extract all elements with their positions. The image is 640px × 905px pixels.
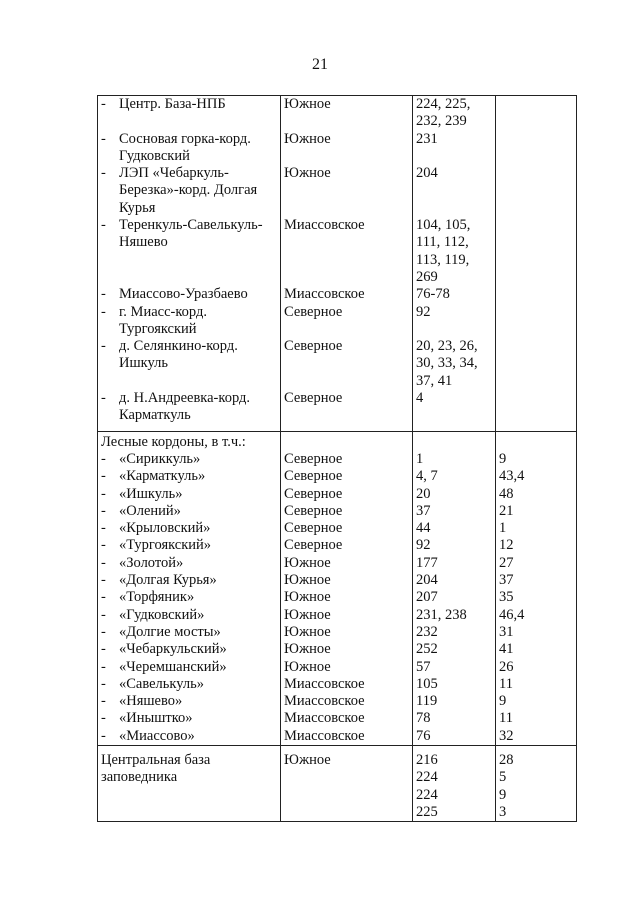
extra-line: 28 — [499, 751, 514, 768]
quarter-line: 104, 105, — [416, 217, 471, 234]
cordon-name: «Тургоякский» — [119, 537, 212, 554]
district-cell: Южное — [281, 659, 413, 676]
route-name: Ишкуль — [119, 355, 168, 372]
quarter-line: 92 — [416, 303, 431, 320]
quarter-cell: 252 — [413, 641, 496, 658]
quarter-line: 76-78 — [416, 286, 450, 303]
table-row — [98, 486, 577, 503]
cordon-name: «Черемшанский» — [119, 658, 227, 675]
extra-cell: 48 — [496, 486, 577, 503]
quarter-cell: 92 — [413, 537, 496, 554]
extra-cell — [496, 165, 577, 217]
cordon-name: «Торфяник» — [119, 589, 195, 606]
district-cell: Миассовское — [281, 693, 413, 710]
district-cell: Северное — [281, 503, 413, 520]
cordon-name: «Иныштко» — [119, 710, 193, 727]
row-dash: - — [101, 675, 106, 692]
district-cell: Южное — [281, 624, 413, 641]
section-routes — [98, 96, 577, 432]
page-number: 21 — [312, 56, 328, 73]
quarter-cell: 4, 7 — [413, 468, 496, 485]
route-name-line — [101, 373, 277, 390]
table-row — [98, 624, 577, 641]
route-name: Карматкуль — [119, 407, 191, 424]
route-name-cell — [98, 338, 281, 390]
route-name-line — [101, 113, 277, 130]
table-row — [98, 607, 577, 624]
cordon-name: «Чебаркульский» — [119, 641, 227, 658]
quarter-cell: 119 — [413, 693, 496, 710]
table-row — [98, 286, 577, 303]
table-row — [98, 468, 577, 485]
extra-cell: 11 — [496, 676, 577, 693]
extra-cell: 21 — [496, 503, 577, 520]
quarter-line: 232, 239 — [416, 113, 467, 130]
route-name-line — [101, 234, 277, 251]
district-cell: Северное — [281, 451, 413, 468]
cordon-name: «Ишкуль» — [119, 485, 183, 502]
row-dash: - — [101, 338, 106, 355]
table-row — [98, 390, 577, 425]
row-dash: - — [101, 727, 106, 744]
extra-cell — [496, 286, 577, 303]
extra-cell: 1 — [496, 520, 577, 537]
district-cell: Северное — [281, 486, 413, 503]
table-row — [98, 520, 577, 537]
extra-cell — [496, 217, 577, 286]
quarters-cell — [413, 217, 496, 286]
district-cell: Северное — [281, 338, 413, 390]
cordon-name-cell — [98, 555, 281, 572]
extra-cell — [496, 338, 577, 390]
table-row — [98, 676, 577, 693]
route-name: Курья — [119, 199, 156, 216]
table-row — [98, 338, 577, 390]
quarter-cell: 231, 238 — [413, 607, 496, 624]
extra-cell — [496, 745, 577, 821]
row-dash: - — [101, 468, 106, 485]
route-name-cell — [98, 165, 281, 217]
quarter-cell: 78 — [413, 710, 496, 727]
extra-line: 5 — [499, 769, 507, 786]
route-name: Няшево — [119, 234, 168, 251]
route-name-line — [101, 286, 277, 303]
cordon-name: «Долгие мосты» — [119, 623, 221, 640]
district-cell: Северное — [281, 304, 413, 339]
row-dash: - — [101, 165, 106, 182]
quarter-line: 30, 33, 34, — [416, 355, 478, 372]
cordon-name-cell — [98, 693, 281, 710]
cordon-name-cell — [98, 607, 281, 624]
cordon-name-cell — [98, 468, 281, 485]
extra-cell: 46,4 — [496, 607, 577, 624]
district-cell: Северное — [281, 537, 413, 554]
row-dash: - — [101, 520, 106, 537]
cordon-name: «Савелькуль» — [119, 675, 204, 692]
quarter-cell: 1 — [413, 451, 496, 468]
central-base-name — [98, 745, 281, 821]
row-dash: - — [101, 572, 106, 589]
table-row — [98, 537, 577, 554]
district-cell: Южное — [281, 745, 413, 821]
extra-line: 3 — [499, 803, 507, 820]
quarter-line: 224, 225, — [416, 96, 471, 112]
cordon-name-cell — [98, 659, 281, 676]
table-row — [98, 165, 577, 217]
route-name-line — [101, 96, 277, 113]
quarter-cell: 76 — [413, 728, 496, 746]
district-cell: Южное — [281, 555, 413, 572]
quarter-cell: 232 — [413, 624, 496, 641]
quarters-cell — [413, 165, 496, 217]
cordon-name-cell — [98, 589, 281, 606]
extra-cell: 31 — [496, 624, 577, 641]
district-cell: Миассовское — [281, 676, 413, 693]
route-name-line — [101, 217, 277, 234]
table-row — [98, 503, 577, 520]
extra-cell — [496, 131, 577, 166]
quarter-line: 269 — [416, 268, 438, 285]
quarter-cell: 207 — [413, 589, 496, 606]
route-name-line — [101, 252, 277, 269]
district-cell: Южное — [281, 572, 413, 589]
route-name-line — [101, 200, 277, 217]
roads-table — [97, 95, 577, 822]
section-heading: Лесные кордоны, в т.ч.: — [98, 431, 281, 451]
table-row — [98, 451, 577, 468]
table-row — [98, 641, 577, 658]
route-name-line — [101, 390, 277, 407]
empty-cell — [496, 431, 577, 451]
row-dash: - — [101, 96, 106, 112]
cordon-name: «Миассово» — [119, 727, 195, 744]
quarter-line: 204 — [416, 165, 438, 182]
district-cell: Миассовское — [281, 286, 413, 303]
quarters-cell — [413, 96, 496, 131]
extra-cell — [496, 390, 577, 425]
section-central-base — [98, 745, 577, 821]
extra-cell: 37 — [496, 572, 577, 589]
extra-cell: 11 — [496, 710, 577, 727]
row-dash: - — [101, 537, 106, 554]
quarters-cell — [413, 304, 496, 339]
table-row — [98, 659, 577, 676]
quarter-line: 111, 112, — [416, 234, 469, 251]
cordon-name-cell — [98, 676, 281, 693]
district-cell: Северное — [281, 390, 413, 425]
district-cell: Северное — [281, 468, 413, 485]
route-name: д. Н.Андреевка-корд. — [119, 390, 251, 407]
route-name: Теренкуль-Савелькуль- — [119, 217, 263, 234]
table-row — [98, 589, 577, 606]
route-name: Центр. База-НПБ — [119, 96, 226, 112]
quarter-line: 224 — [416, 786, 438, 803]
cordon-name-cell — [98, 641, 281, 658]
route-name: Гудковский — [119, 147, 190, 164]
route-name-cell — [98, 217, 281, 286]
district-cell: Миассовское — [281, 710, 413, 727]
route-name: г. Миасс-корд. — [119, 303, 207, 320]
row-dash: - — [101, 450, 106, 467]
route-name-line — [101, 407, 277, 424]
cordon-name-cell — [98, 486, 281, 503]
row-dash: - — [101, 303, 106, 320]
row-dash: - — [101, 589, 106, 606]
cordon-name-cell — [98, 503, 281, 520]
row-dash: - — [101, 710, 106, 727]
cordon-name: «Олений» — [119, 502, 181, 519]
table-row — [98, 572, 577, 589]
empty-cell — [413, 431, 496, 451]
section-heading-row — [98, 431, 577, 451]
route-name-line — [101, 182, 277, 199]
cordon-name-cell — [98, 572, 281, 589]
table-row — [98, 304, 577, 339]
row-dash: - — [101, 658, 106, 675]
quarter-cell: 204 — [413, 572, 496, 589]
quarter-cell: 44 — [413, 520, 496, 537]
extra-cell — [496, 304, 577, 339]
row-dash: - — [101, 502, 106, 519]
cordon-name-cell — [98, 710, 281, 727]
route-name-cell — [98, 96, 281, 131]
table-row — [98, 693, 577, 710]
route-name-line — [101, 131, 277, 148]
district-cell: Миассовское — [281, 217, 413, 286]
cordon-name: «Золотой» — [119, 554, 184, 571]
quarter-line: 216 — [416, 751, 438, 768]
cordon-name-cell — [98, 728, 281, 746]
cordon-name-cell — [98, 520, 281, 537]
row-dash: - — [101, 641, 106, 658]
extra-cell: 9 — [496, 451, 577, 468]
district-cell: Южное — [281, 96, 413, 131]
quarter-line: 113, 119, — [416, 251, 470, 268]
row-dash: - — [101, 390, 106, 407]
row-dash: - — [101, 286, 106, 303]
route-name-line — [101, 148, 277, 165]
empty-cell — [281, 431, 413, 451]
quarter-line: 20, 23, 26, — [416, 338, 478, 355]
extra-cell — [496, 96, 577, 131]
quarter-line: 225 — [416, 803, 438, 820]
row-dash: - — [101, 554, 106, 571]
row-dash: - — [101, 217, 106, 234]
district-cell: Южное — [281, 641, 413, 658]
extra-cell: 43,4 — [496, 468, 577, 485]
route-name: Миассово-Уразбаево — [119, 286, 248, 303]
table-row — [98, 96, 577, 131]
route-name-line — [101, 355, 277, 372]
row-dash: - — [101, 485, 106, 502]
quarter-cell: 20 — [413, 486, 496, 503]
quarter-line: 4 — [416, 390, 424, 407]
quarters-cell — [413, 286, 496, 303]
cordon-name: «Карматкуль» — [119, 468, 206, 485]
extra-cell: 26 — [496, 659, 577, 676]
cordon-name: «Гудковский» — [119, 606, 205, 623]
route-name-line — [101, 165, 277, 182]
route-name-cell — [98, 286, 281, 303]
cordon-name: «Няшево» — [119, 693, 183, 710]
district-cell: Южное — [281, 607, 413, 624]
route-name-cell — [98, 390, 281, 425]
table-row — [98, 710, 577, 727]
extra-cell: 27 — [496, 555, 577, 572]
row-dash: - — [101, 130, 106, 147]
section-cordons — [98, 431, 577, 745]
route-name: Березка»-корд. Долгая — [119, 182, 258, 199]
route-name-line — [101, 304, 277, 321]
cordon-name: «Долгая Курья» — [119, 572, 217, 589]
route-name-cell — [98, 304, 281, 339]
quarter-line: 37, 41 — [416, 372, 453, 389]
row-dash: - — [101, 693, 106, 710]
extra-cell: 32 — [496, 728, 577, 746]
name-line: Центральная база — [101, 751, 211, 768]
quarters-cell — [413, 131, 496, 166]
quarters-cell — [413, 338, 496, 390]
route-name-cell — [98, 131, 281, 166]
extra-cell: 12 — [496, 537, 577, 554]
table-row — [98, 745, 577, 821]
district-cell: Южное — [281, 165, 413, 217]
table-row — [98, 131, 577, 166]
quarter-cell: 177 — [413, 555, 496, 572]
district-cell: Южное — [281, 131, 413, 166]
table-row — [98, 728, 577, 746]
route-name: Тургоякский — [119, 320, 197, 337]
quarters-cell — [413, 745, 496, 821]
quarters-cell — [413, 390, 496, 425]
name-line: заповедника — [101, 769, 178, 786]
extra-cell: 9 — [496, 693, 577, 710]
cordon-name: «Крыловский» — [119, 520, 211, 537]
quarter-cell: 57 — [413, 659, 496, 676]
row-dash: - — [101, 606, 106, 623]
district-cell: Северное — [281, 520, 413, 537]
quarter-cell: 37 — [413, 503, 496, 520]
table-row — [98, 555, 577, 572]
route-name-line — [101, 321, 277, 338]
cordon-name-cell — [98, 537, 281, 554]
table-row — [98, 217, 577, 286]
route-name: Сосновая горка-корд. — [119, 130, 251, 147]
extra-line: 9 — [499, 786, 507, 803]
cordon-name-cell — [98, 451, 281, 468]
cordon-name-cell — [98, 624, 281, 641]
quarter-line: 231 — [416, 130, 438, 147]
row-dash: - — [101, 623, 106, 640]
district-cell: Южное — [281, 589, 413, 606]
extra-cell: 41 — [496, 641, 577, 658]
route-name: ЛЭП «Чебаркуль- — [119, 165, 229, 182]
cordon-name: «Сириккуль» — [119, 450, 201, 467]
extra-cell: 35 — [496, 589, 577, 606]
route-name-line — [101, 269, 277, 286]
route-name: д. Селянкино-корд. — [119, 338, 238, 355]
quarter-line: 224 — [416, 769, 438, 786]
quarter-cell: 105 — [413, 676, 496, 693]
route-name-line — [101, 338, 277, 355]
district-cell: Миассовское — [281, 728, 413, 746]
